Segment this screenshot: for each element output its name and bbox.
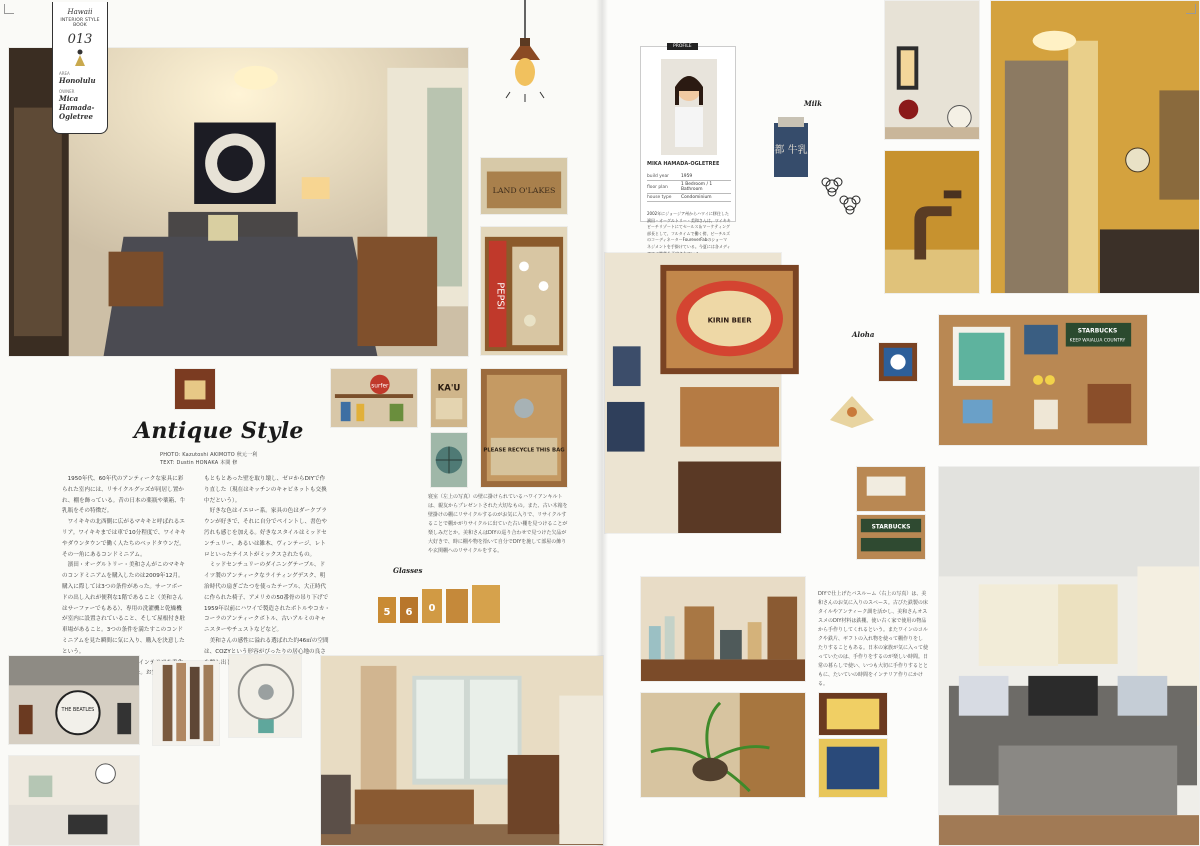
cork-board-photo <box>938 314 1148 446</box>
text-credit: TEXT: Dustin HONAKA 本間 修 <box>160 460 238 466</box>
recycle-text: PLEASE RECYCLE THIS BAG <box>483 447 565 454</box>
beatles-text: THE BEATLES <box>61 706 95 713</box>
bathroom-photo <box>990 0 1200 294</box>
kirin-text: KIRIN BEER <box>707 316 752 325</box>
milk-box-text: 都 牛乳 <box>774 145 808 156</box>
butter-crate-photo <box>480 157 568 215</box>
recycle-bag-photo <box>480 368 568 488</box>
badge-area-label: AREA <box>59 71 70 76</box>
faucet-photo <box>884 150 980 294</box>
kirin-wall-photo <box>604 252 782 534</box>
badge-book-name: INTERIOR STYLE BOOK <box>60 18 100 28</box>
sofa-living-room-photo <box>938 466 1200 846</box>
fabric-swatch-top-photo <box>818 692 888 736</box>
starbucks-small-text: STARBUCKS <box>871 524 911 531</box>
crop-mark <box>1186 4 1196 14</box>
table-row: house type Condominium <box>647 194 731 202</box>
land-o-lakes-text: LAND O'LAKES <box>492 185 556 195</box>
crop-mark <box>4 4 14 14</box>
jar-number-2: 6 <box>405 607 413 618</box>
glass-jars <box>376 585 504 625</box>
beatles-drum-photo <box>8 655 140 745</box>
pendant-lamp-icon <box>500 0 550 104</box>
profile-name: MIKA HAMADA-OGLETREE <box>647 161 720 167</box>
jar-number-3: 0 <box>428 603 436 614</box>
vintage-fan-photo <box>228 654 302 738</box>
pepsi-text: PEPSI <box>494 282 506 310</box>
table-row: build year 1959 <box>647 173 731 181</box>
fern-photo <box>640 692 806 798</box>
profile-tag: PROFILE <box>667 43 698 50</box>
badge-number: 013 <box>67 32 93 47</box>
fabric-swatch-bottom-photo <box>818 738 888 798</box>
badge-series: Hawaii <box>67 8 93 16</box>
surfer-shelf-photo <box>330 368 418 428</box>
glasses-label: Glasses <box>393 566 423 575</box>
article-body-col-2: もともとあった壁を取り壊し、ゼロからDIYで作り直した（現在はキッチンのキャビネットも交換中だという）。 好きな色はイエロー系。家具の色はダークブラウンが好きで、それに自分でペイントし、書色や汚れも感じを加える。好きなスタイルはミッドセンチュリー、あるいは雑木、ヴィンテージ、レトロといったテイストがミックスされたもの。 ミッドセンチュリーのダイニングテーブル、ドイツ製のアンティークなライティングデスク、明治時代の扇ぎごたつを使ったテーブル、大正時代に作られた椅子、アメリカの50番骨の吊り下げで1959年以前にハワイで製造されたボトルやコカ・コーラのアンティークボトル、古いアルミのキャニスターやチェストなどなど。 美和さんの感性に溢れる選ばれた約46㎡の空間は、COZYという形容がぴったりの居心地の良さ し出し <box>204 476 330 666</box>
owner-profile-card <box>640 44 736 249</box>
hibiscus-icon <box>818 172 864 218</box>
owner-portrait <box>661 59 717 155</box>
profile-table <box>647 173 731 202</box>
glass-float-photo <box>430 432 468 488</box>
kau-sign-photo <box>430 368 468 428</box>
kau-text: KA'U <box>437 383 461 394</box>
article-title: Antique Style <box>134 418 304 444</box>
bottles-shelf-photo <box>640 576 806 682</box>
article-body-col-1: 1950年代、60年代のアンティークな家具に彩られた室内には、リサイクルグッズが同居し置かれ、棚を飾っている。昔の日本の薬瓶や薬箱、牛乳瓶をその特徴だ。 ワイキキの北西側に広がるマキキと呼ばれるエリア。ワイキキまでは車で10分程度で、ワイキキやダウンタウンで働く人たちのベッドタウンだ。その一角にあるコンドミニアム。 濱田・オーグルトリー・美和さんがこのマキキのコンドミニアムを購入したのは2009年12月。購入に際しては3つの条件があった。サーフボードの出し入れが便利な1階であること（美和さんはサーファーでもある）、専用の洗濯機と乾燥機が室内に設置されていること、そして屋根付き駐車場があること。3つの条件を満たすこのコンドミニアムを見た瞬間に気に入り、購入を決意したという。 <box>62 476 186 655</box>
issue-badge <box>52 2 108 134</box>
starbucks-text: STARBUCKS <box>1077 328 1118 335</box>
bedroom-caption: 寝室（左上の写真）の壁に掛けられているハワイアンキルトは、親友からプレゼントされた大切なもの。また、古い木箱を壁掛けの棚にリサイクルするのがお気に入りで、リサイクルすることで棚かがりサイクルに出ていた古い棚を見つけることが楽しみだとか。美和さんはDIYの巡り合わせで見つけた欠品が大好きで、時に棚や物を拾いて自分でDIYを施して部屋の飾りや玄関棚へのリサイクルをする。 <box>428 494 568 554</box>
aloha-label: Aloha <box>852 330 875 339</box>
teacup-thumbnail <box>174 368 216 410</box>
cork-sign-top-photo <box>856 466 926 512</box>
country-text: KEEP WAIALUA COUNTRY <box>1069 338 1126 344</box>
lamp-clock-photo <box>884 0 980 140</box>
pepsi-crate-photo <box>480 226 568 356</box>
shell-art-photo <box>826 390 878 430</box>
kitchen-photo <box>8 755 140 846</box>
badge-owner: Mica Hamada-Ogletree <box>59 94 95 121</box>
surfer-text: surfer <box>371 383 389 390</box>
badge-area: Honolulu <box>59 76 96 85</box>
hula-girl-icon <box>73 49 87 67</box>
bottle-cap-strips-photo <box>152 660 220 746</box>
profile-bio: 2002年にジョージア州からハワイに移住した濱田・オーグルトリー・美和さんは、ワイキキビーチリゾートにてセールス＆マーケティング部長として、フルタイムで働く傍、ビーチルズのコーディネーターFoureverFabのショーマネジメントを手掛けている。今夏には各メディ <box>647 211 731 249</box>
table-row: floor plan 1 Bedroom / 1 Bathroom <box>647 181 731 194</box>
badge-owner-label: OWNER <box>59 89 75 94</box>
starbucks-sign-photo <box>856 514 926 560</box>
milk-label: Milk <box>804 99 822 108</box>
jar-number-1: 5 <box>383 607 391 618</box>
quilt-tile-photo <box>878 342 918 382</box>
living-room-photo <box>320 655 604 846</box>
milk-box-photo <box>770 115 812 179</box>
bathroom-caption: DIYで仕上げたバスルーム（右上の写真）は、美和さんのお気に入りのスペース。古びた鉄製の床タイルやアンティーク調を活かし、美和さんオススメのDIY材料は鉄棚。使い古く家で使用の物品から手作りしてくれるという。またワインのコルクや鉄片、ギフトの入れ物を使って棚作りをしたりすることもある。日本の家族が気に入って使っていたのは、手作りをするのが楽しい時間。日常の暮らしで使い、いつも大切に手作りするとともに、たいていの時間をインテリア作りにかける。 <box>818 591 929 687</box>
photo-credit: PHOTO: Kazutoshi AKIMOTO 秋元一利 <box>160 452 258 458</box>
